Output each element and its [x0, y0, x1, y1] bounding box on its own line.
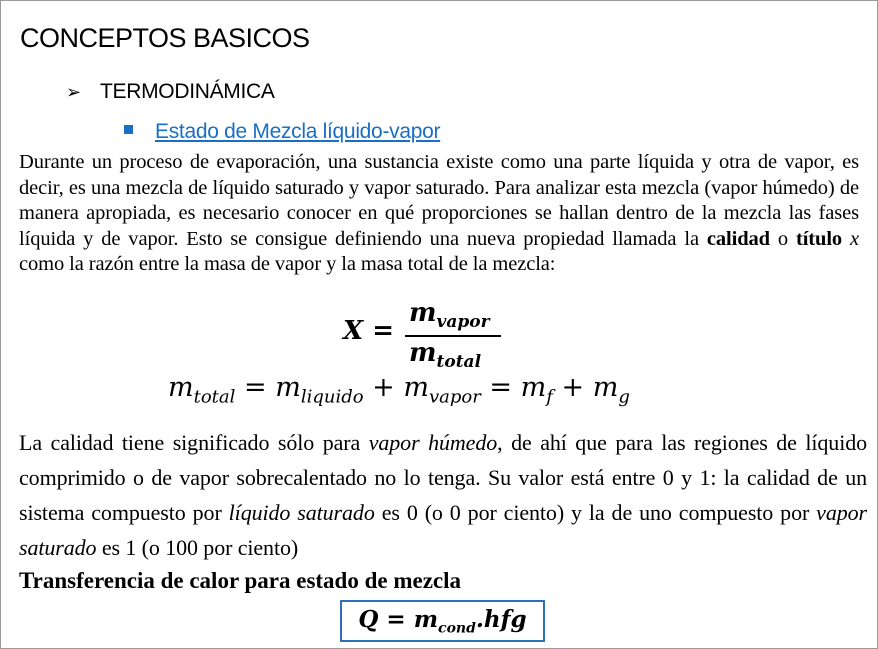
para2-text-2: , de ahí que para las regiones de líquido comprimido o de vapor sobrecalentado no lo tenga. Su valor está entre 0 y 1: la calidad de un sistema compuesto por [19, 430, 868, 525]
para1-bold-calidad: calidad [706, 227, 770, 250]
quality-equation [343, 298, 513, 374]
para1-text-1: Durante un proceso de evaporación, una sustancia existe como una parte líquida y otra de vapor, es decir, es una mezcla de líquido saturado y vapor saturado. Para analizar esta mezcla (vapor húmedo) de manera apropiada, es necesario conocer en qué proporciones se hallan dentro de la mezcla las fases líquida y de vapor. Esto se consigue definiendo una nueva propiedad llamada la [19, 151, 859, 250]
para2-italic-2: líquido saturado [228, 500, 375, 525]
arrow-bullet-icon: ➢ [66, 82, 81, 102]
heat-transfer-heading: Transferencia de calor para estado de mezcla [19, 568, 462, 593]
eq3-lhs: Q = m [358, 606, 439, 633]
eq2-term: m [168, 372, 194, 403]
eq2-sub: f [546, 386, 553, 408]
eq3-sub: cond [438, 620, 476, 637]
eq3-rhs: .hfg [475, 606, 527, 633]
heat-transfer-equation-box [340, 600, 545, 642]
para2-text-4: es 1 (o 100 por ciento) [96, 535, 299, 560]
slide-title: CONCEPTOS BASICOS [20, 23, 310, 53]
eq2-op: + [363, 372, 404, 403]
bullet-thermodynamics [66, 77, 275, 107]
mixture-state-link[interactable]: Estado de Mezcla líquido-vapor [155, 120, 441, 143]
fraction-bar [405, 335, 501, 337]
eq2-term: m [520, 372, 547, 403]
eq2-sub: vapor [428, 386, 481, 408]
square-bullet-icon [124, 125, 133, 134]
para2-italic-1: vapor húmedo [368, 430, 498, 455]
eq2-op: = [235, 372, 276, 403]
eq1-den-base: m [409, 338, 437, 368]
eq2-sub: liquido [300, 386, 364, 408]
bullet-thermodynamics-label: TERMODINÁMICA [100, 80, 275, 103]
para1-text-3: como la razón entre la masa de vapor y la masa total de la mezcla: [19, 253, 556, 275]
intro-paragraph [19, 150, 859, 278]
para1-bold-titulo: título [795, 227, 843, 250]
eq2-term: m [403, 372, 429, 403]
eq1-num-base: m [409, 298, 437, 328]
eq1-lhs: X = [343, 316, 395, 346]
eq1-num-sub: vapor [436, 312, 490, 333]
eq2-sub: total [193, 386, 236, 408]
eq2-op: = [480, 372, 521, 403]
para2-italic-3: vapor saturado [19, 500, 867, 560]
eq1-denominator [409, 338, 481, 372]
para2-text-1: La calidad tiene significado sólo para [19, 430, 369, 455]
eq2-term: m [592, 372, 619, 403]
bullet-mixture-state[interactable] [124, 117, 440, 147]
eq1-numerator [409, 298, 490, 332]
eq1-den-sub: total [436, 352, 482, 373]
para2-text-3: es 0 (o 0 por ciento) y la de uno compuesto por [374, 500, 817, 525]
eq2-term: m [275, 372, 301, 403]
mass-total-equation [168, 372, 630, 407]
eq2-op: + [552, 372, 593, 403]
para1-italic-x: x [850, 227, 860, 250]
para1-text-2: o [769, 227, 796, 250]
quality-paragraph [19, 425, 867, 565]
eq2-sub: g [618, 386, 630, 408]
